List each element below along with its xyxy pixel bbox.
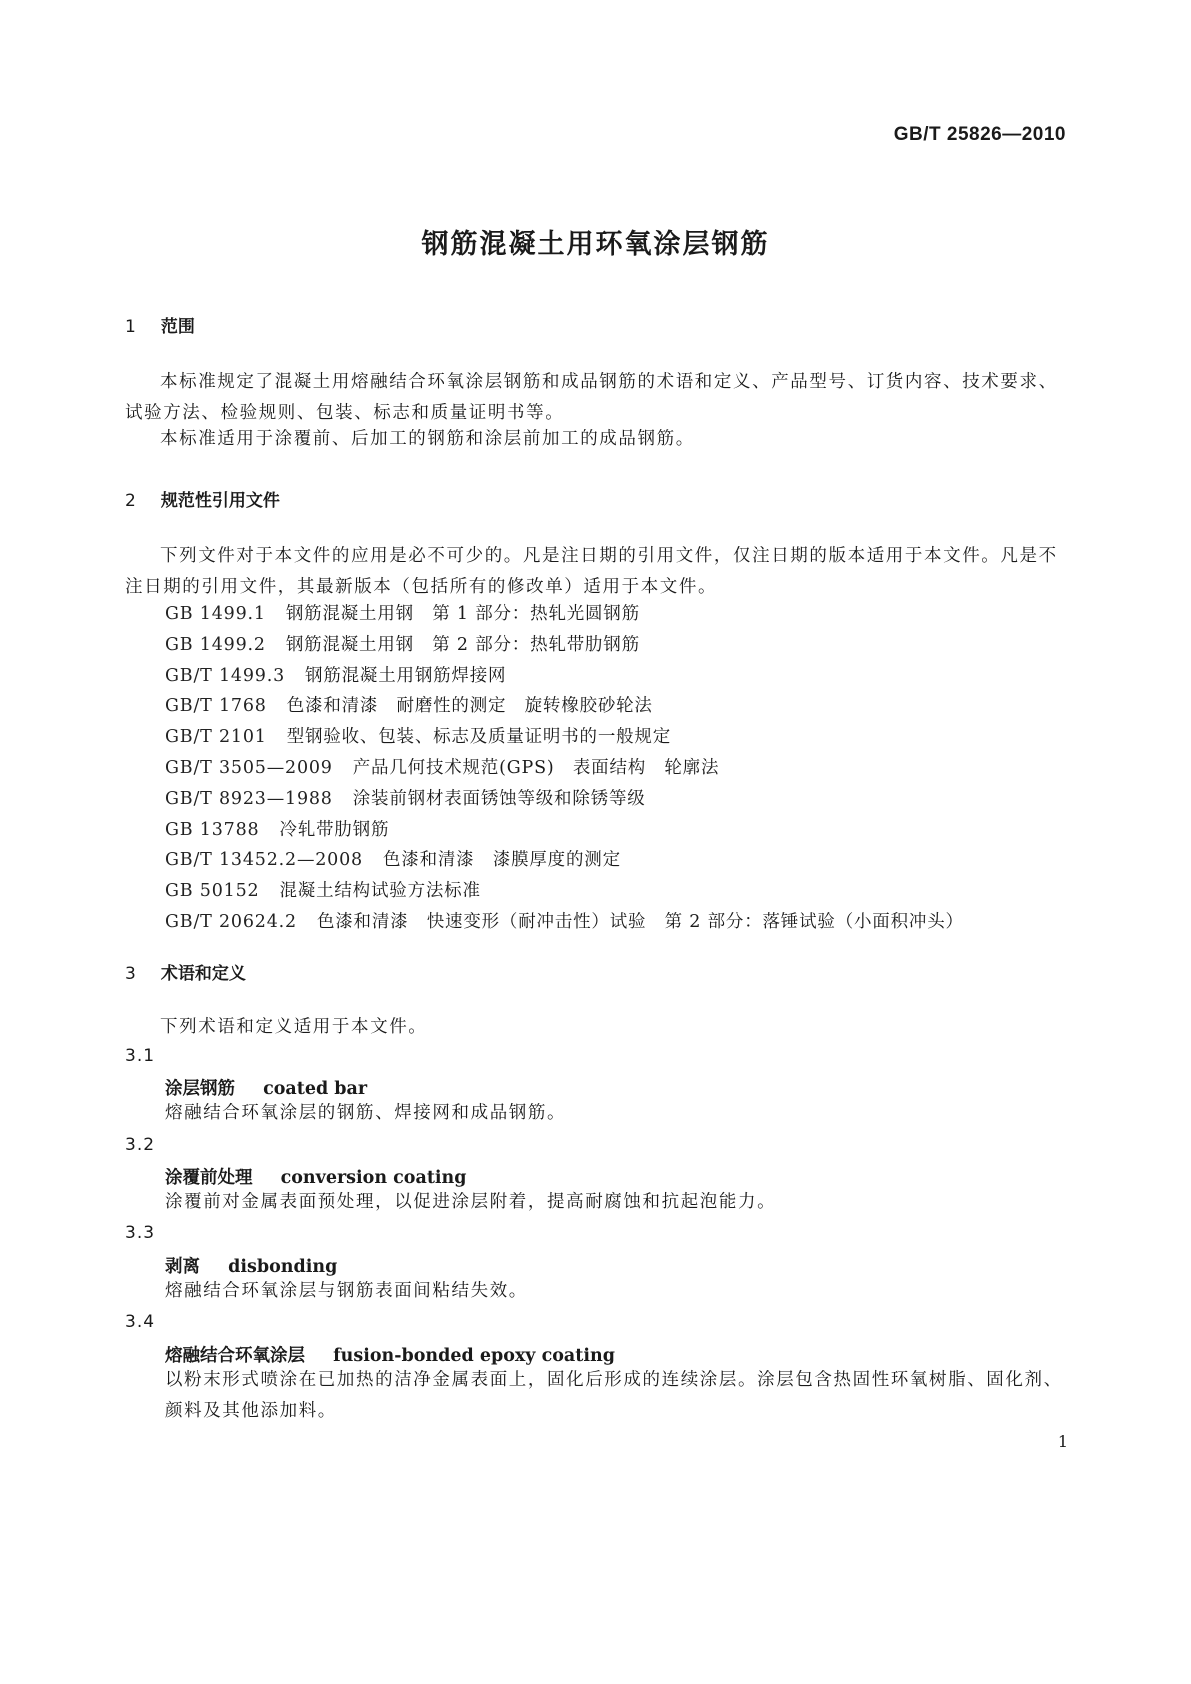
standard-code: GB/T 25826—2010 — [893, 124, 1066, 145]
term-title — [165, 1164, 467, 1189]
section-number: 1 — [125, 317, 136, 337]
reference-title: 涂装前钢材表面锈蚀等级和除锈等级 — [352, 788, 646, 809]
section-number: 2 — [125, 491, 136, 511]
reference-item — [165, 845, 964, 876]
reference-code: GB/T 1499.3 — [165, 665, 286, 686]
references-intro-paragraph: 下列文件对于本文件的应用是必不可少的。凡是注日期的引用文件，仅注日期的版本适用于本文件。凡是不注日期的引用文件，其最新版本（包括所有的修改单）适用于本文件。 — [125, 546, 1058, 597]
reference-title: 色漆和清漆 快速变形（耐冲击性）试验 第 2 部分：落锤试验（小面积冲头） — [316, 911, 964, 932]
reference-item — [165, 815, 964, 846]
reference-code: GB/T 3505—2009 — [165, 757, 333, 778]
document-title: 钢筋混凝土用环氧涂层钢筋 — [421, 229, 770, 260]
reference-code: GB 1499.2 — [165, 634, 266, 655]
reference-title: 混凝土结构试验方法标准 — [279, 881, 481, 902]
reference-title: 产品几何技术规范(GPS) 表面结构 轮廓法 — [352, 757, 720, 778]
term-number: 3.3 — [125, 1223, 156, 1243]
term-number: 3.1 — [125, 1046, 156, 1066]
section-title: 范围 — [160, 317, 195, 337]
section-title: 规范性引用文件 — [160, 491, 280, 511]
reference-item — [165, 661, 964, 692]
terms-intro-paragraph: 下列术语和定义适用于本文件。 — [160, 1017, 428, 1037]
term-english: fusion-bonded epoxy coating — [333, 1346, 615, 1366]
page-number: 1 — [1057, 1432, 1068, 1451]
scope-paragraph: 本标准规定了混凝土用熔融结合环氧涂层钢筋和成品钢筋的术语和定义、产品型号、订货内容、技术要求、试验方法、检验规则、包装、标志和质量证明书等。 — [125, 372, 1058, 423]
reference-code: GB/T 2101 — [165, 727, 267, 748]
reference-item — [165, 630, 964, 661]
term-definition: 熔融结合环氧涂层与钢筋表面间粘结失效。 — [165, 1281, 528, 1301]
term-title — [165, 1075, 367, 1100]
reference-code: GB 50152 — [165, 881, 260, 902]
reference-code: GB/T 1768 — [165, 696, 267, 717]
term-definition: 以粉末形式喷涂在已加热的洁净金属表面上，固化后形成的连续涂层。涂层包含热固性环氧树脂、固化剂、颜料及其他添加料。 — [165, 1370, 1063, 1421]
reference-list — [165, 599, 964, 938]
reference-code: GB/T 20624.2 — [165, 911, 297, 932]
reference-item — [165, 907, 964, 938]
term-chinese: 涂覆前处理 — [165, 1168, 253, 1188]
reference-item — [165, 599, 964, 630]
term-title — [165, 1342, 615, 1367]
reference-title: 色漆和清漆 耐磨性的测定 旋转橡胶砂轮法 — [286, 696, 653, 717]
reference-title: 钢筋混凝土用钢 第 1 部分：热轧光圆钢筋 — [285, 604, 640, 624]
section-heading-terms-definitions — [125, 959, 246, 984]
term-definition: 熔融结合环氧涂层的钢筋、焊接网和成品钢筋。 — [165, 1103, 567, 1123]
reference-item — [165, 784, 964, 815]
reference-code: GB/T 8923—1988 — [165, 788, 333, 809]
reference-code: GB/T 13452.2—2008 — [165, 850, 363, 871]
section-heading-normative-references — [125, 486, 280, 511]
term-english: disbonding — [228, 1257, 338, 1277]
section-number: 3 — [125, 964, 136, 984]
term-english: conversion coating — [280, 1168, 467, 1188]
reference-item — [165, 753, 964, 784]
term-chinese: 剥离 — [165, 1257, 200, 1277]
section-title: 术语和定义 — [160, 964, 246, 984]
reference-title: 钢筋混凝土用钢 第 2 部分：热轧带肋钢筋 — [285, 634, 640, 655]
reference-item — [165, 691, 964, 722]
reference-title: 冷轧带肋钢筋 — [279, 819, 390, 840]
term-title — [165, 1253, 337, 1278]
term-number: 3.2 — [125, 1135, 156, 1155]
reference-title: 钢筋混凝土用钢筋焊接网 — [305, 665, 507, 686]
term-chinese: 涂层钢筋 — [165, 1079, 235, 1099]
reference-item — [165, 722, 964, 753]
reference-code: GB 13788 — [165, 819, 260, 840]
term-number: 3.4 — [125, 1312, 156, 1332]
section-heading-scope — [125, 312, 195, 337]
reference-title: 色漆和清漆 漆膜厚度的测定 — [382, 850, 621, 871]
reference-title: 型钢验收、包装、标志及质量证明书的一般规定 — [286, 727, 672, 748]
term-english: coated bar — [263, 1079, 368, 1099]
term-definition: 涂覆前对金属表面预处理，以促进涂层附着，提高耐腐蚀和抗起泡能力。 — [165, 1192, 777, 1212]
reference-item — [165, 876, 964, 907]
scope-paragraph: 本标准适用于涂覆前、后加工的钢筋和涂层前加工的成品钢筋。 — [160, 429, 695, 449]
reference-code: GB 1499.1 — [165, 604, 266, 624]
term-chinese: 熔融结合环氧涂层 — [165, 1346, 305, 1366]
